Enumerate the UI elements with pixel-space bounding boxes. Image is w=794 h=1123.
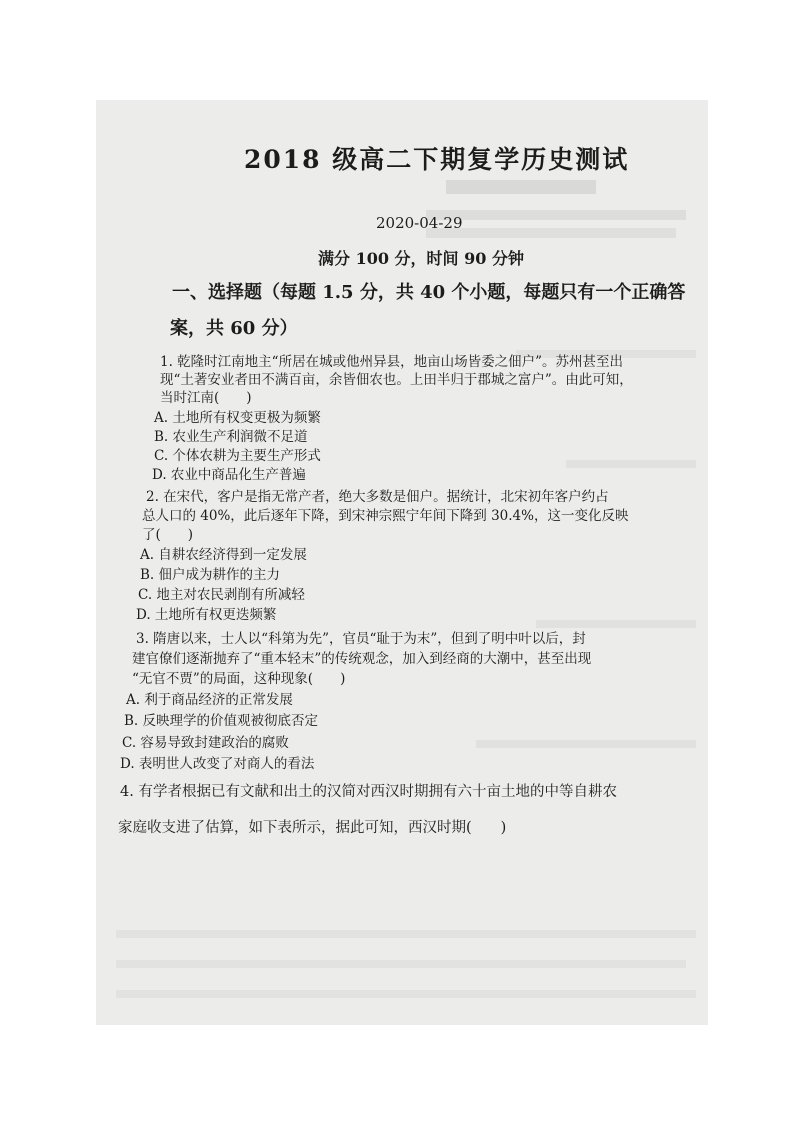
bleed-through bbox=[116, 990, 696, 998]
section-heading: 一、选择题（每题 1.5 分，共 40 个小题，每题只有一个正确答 bbox=[172, 282, 686, 303]
bleed-through bbox=[116, 960, 686, 968]
question-2-line-2: 总人口的 40%，此后逐年下降，到宋神宗熙宁年间下降到 30.4%，这一变化反映 bbox=[142, 508, 629, 524]
question-1-option-c: C. 个体农耕为主要生产形式 bbox=[154, 448, 321, 464]
bleed-through bbox=[116, 930, 696, 938]
question-1-option-b: B. 农业生产利润微不足道 bbox=[154, 429, 308, 445]
question-3-option-c: C. 容易导致封建政治的腐败 bbox=[122, 735, 289, 751]
question-1-option-d: D. 农业中商品化生产普遍 bbox=[152, 467, 306, 483]
question-4-line-2: 家庭收支进了估算，如下表所示，据此可知，西汉时期( ) bbox=[118, 820, 507, 836]
section-heading-cont: 案，共 60 分） bbox=[170, 318, 298, 339]
question-1-line-3: 当时江南( ) bbox=[160, 390, 252, 406]
exam-date: 2020-04-29 bbox=[376, 214, 463, 232]
question-1-option-a: A. 土地所有权变更极为频繁 bbox=[154, 410, 321, 426]
bleed-through bbox=[566, 460, 696, 468]
score-and-time: 满分 100 分，时间 90 分钟 bbox=[318, 249, 524, 268]
question-3-option-d: D. 表明世人改变了对商人的看法 bbox=[120, 756, 315, 772]
question-3-line-3: “无官不贾”的局面，这种现象( ) bbox=[132, 671, 346, 687]
exam-paper bbox=[96, 100, 708, 1025]
question-2-option-d: D. 土地所有权更迭频繁 bbox=[136, 607, 277, 623]
question-2-option-c: C. 地主对农民剥削有所减轻 bbox=[138, 587, 305, 603]
bleed-through bbox=[426, 228, 676, 238]
question-2-option-a: A. 自耕农经济得到一定发展 bbox=[140, 547, 307, 563]
question-3-option-a: A. 利于商品经济的正常发展 bbox=[126, 692, 293, 708]
bleed-through bbox=[426, 210, 686, 220]
question-4-line-1: 4. 有学者根据已有文献和出土的汉简对西汉时期拥有六十亩土地的中等自耕农 bbox=[120, 784, 617, 800]
ink-smudge bbox=[446, 180, 596, 194]
question-2-line-1: 2. 在宋代，客户是指无常产者，绝大多数是佃户。据统计，北宋初年客户约占 bbox=[146, 489, 609, 505]
question-3-line-2: 建官僚们逐渐抛弃了“重本轻末”的传统观念，加入到经商的大潮中，甚至出现 bbox=[132, 651, 592, 667]
question-1-line-1: 1. 乾隆时江南地主“所居在城或他州异县，地亩山场皆委之佃户”。苏州甚至出 bbox=[160, 354, 623, 370]
bleed-through bbox=[476, 740, 696, 748]
question-2-line-3: 了( ) bbox=[142, 527, 194, 543]
page-title: 2018 级高二下期复学历史测试 bbox=[244, 145, 630, 174]
question-3-option-b: B. 反映理学的价值观被彻底否定 bbox=[124, 713, 319, 729]
question-2-option-b: B. 佃户成为耕作的主力 bbox=[140, 567, 281, 583]
question-1-line-2: 现“土著安业者田不满百亩，余皆佃农也。上田半归于郡城之富户”。由此可知， bbox=[160, 372, 633, 388]
question-3-line-1: 3. 隋唐以来，士人以“科第为先”，官员“耻于为末”，但到了明中叶以后，封 bbox=[136, 631, 586, 647]
